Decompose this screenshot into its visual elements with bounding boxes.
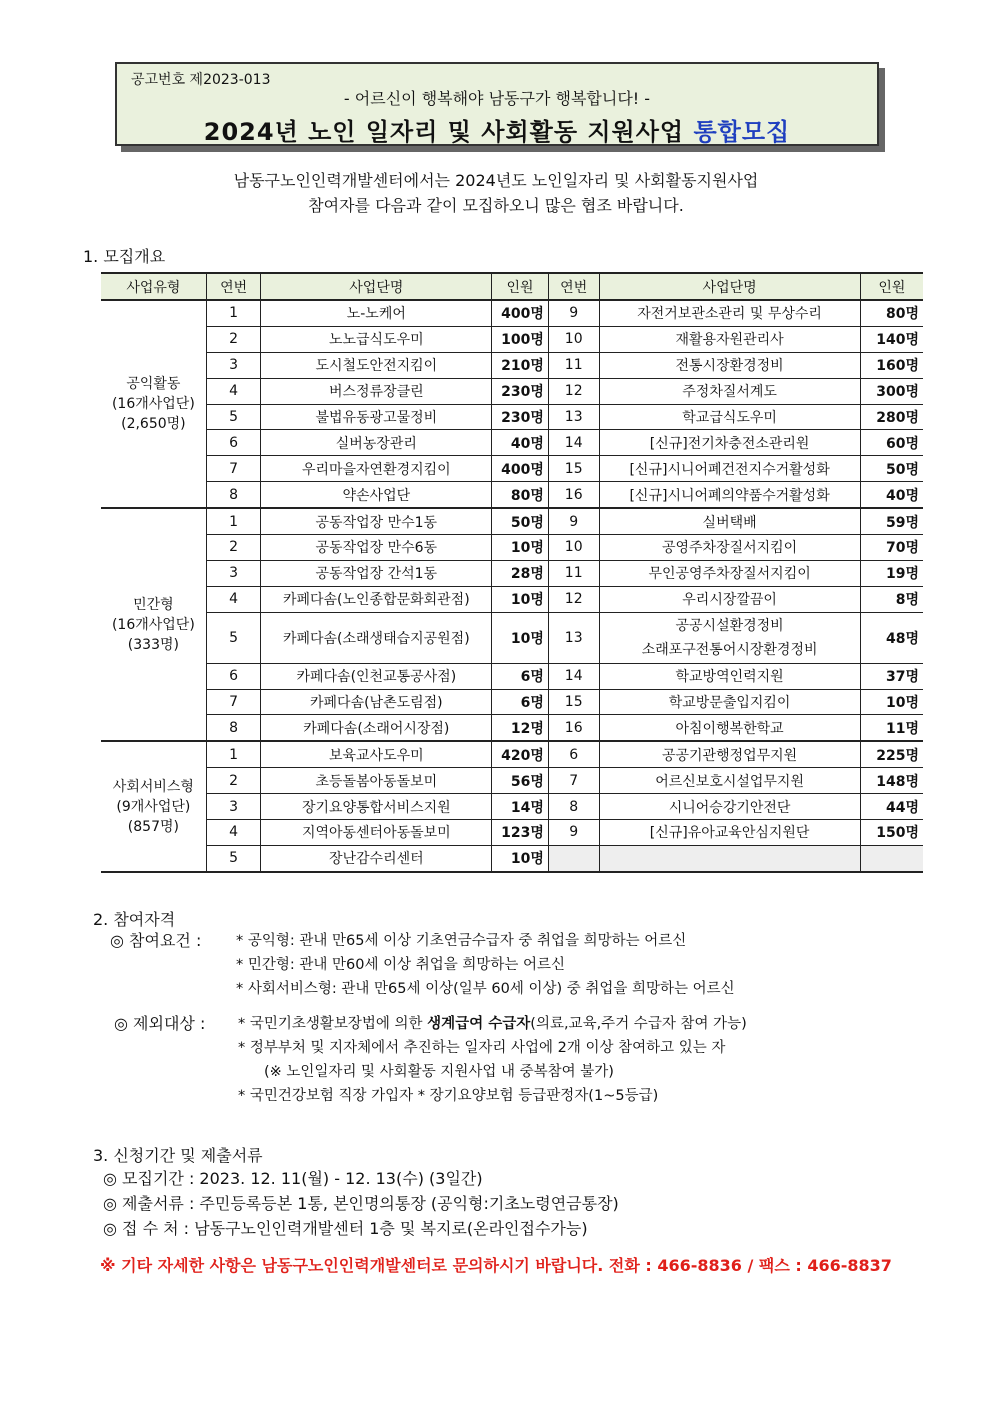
requirements-list	[236, 929, 735, 1001]
title-banner	[115, 62, 879, 146]
category-line: (857명)	[127, 818, 179, 835]
table-row	[101, 586, 923, 612]
application-place: ◎ 접 수 처 : 남동구노인인력개발센터 1층 및 복지로(온라인접수가능)	[103, 1219, 588, 1238]
project-name: 공동작업장 만수6동	[261, 535, 492, 561]
row-number: 3	[206, 794, 261, 820]
project-name: 실버농장관리	[261, 430, 492, 456]
table-row	[101, 663, 923, 689]
table-row	[101, 715, 923, 741]
participant-count: 150명	[860, 820, 923, 846]
row-number: 13	[548, 404, 599, 430]
exclusion-note: (※ 노인일자리 및 사회활동 지원사업 내 중복참여 불가)	[264, 1064, 614, 1080]
project-name: 공영주차장질서지킴이	[599, 535, 860, 561]
row-number: 16	[548, 482, 599, 508]
row-number: 8	[548, 794, 599, 820]
category-line: 민간형	[133, 596, 174, 613]
row-number: 13	[548, 612, 599, 663]
project-name: 어르신보호시설업무지원	[599, 768, 860, 794]
project-name: 아침이행복한학교	[599, 715, 860, 741]
row-number: 4	[206, 586, 261, 612]
row-number: 12	[548, 378, 599, 404]
participant-count: 10명	[492, 612, 549, 663]
category-line: (333명)	[127, 636, 179, 653]
row-number: 15	[548, 456, 599, 482]
recruitment-table	[101, 272, 923, 873]
category-line: 사회서비스형	[112, 778, 194, 795]
project-name: 공동작업장 간석1동	[261, 560, 492, 586]
exclusions-block	[114, 1012, 205, 1037]
participant-count: 400명	[492, 456, 549, 482]
project-name: 실버택배	[599, 508, 860, 534]
row-number: 9	[548, 300, 599, 326]
project-name: [신규]유아교육안심지원단	[599, 820, 860, 846]
row-number: 8	[206, 482, 261, 508]
participant-count: 40명	[492, 430, 549, 456]
project-name: 재활용자원관리사	[599, 326, 860, 352]
section-heading-overview: 1. 모집개요	[83, 247, 166, 266]
category-line: (2,650명)	[121, 416, 186, 433]
header-cell: 사업단명	[261, 273, 492, 300]
exclusions-label: ◎ 제외대상 :	[114, 1014, 206, 1033]
participant-count: 6명	[492, 689, 549, 715]
page-title-highlight: 통합모집	[693, 118, 791, 146]
exclusion-item: * 정부부처 및 지자체에서 추진하는 일자리 사업에 2개 이상 참여하고 있는 자	[238, 1040, 726, 1056]
exclusion-text: * 국민기초생활보장법에 의한	[238, 1016, 428, 1032]
participant-count: 148명	[860, 768, 923, 794]
row-number: 4	[206, 378, 261, 404]
project-name: 지역아동센터아동돌보미	[261, 820, 492, 846]
project-name: 우리시장깔끔이	[599, 586, 860, 612]
row-number: 7	[548, 768, 599, 794]
row-number: 2	[206, 768, 261, 794]
row-number: 12	[548, 586, 599, 612]
participant-count: 37명	[860, 663, 923, 689]
intro-text	[0, 168, 992, 218]
project-name: 불법유동광고물정비	[261, 404, 492, 430]
header-cell: 연번	[206, 273, 261, 300]
project-name: 버스정류장클린	[261, 378, 492, 404]
project-name: 약손사업단	[261, 482, 492, 508]
table-row	[101, 560, 923, 586]
participant-count: 50명	[860, 456, 923, 482]
table-row	[101, 741, 923, 767]
row-number: 11	[548, 352, 599, 378]
table-row	[101, 482, 923, 508]
requirements-block	[110, 929, 201, 954]
project-name-line: 공공시설환경정비	[675, 617, 784, 634]
table-row	[101, 300, 923, 326]
row-number: 7	[206, 689, 261, 715]
project-name: 노노급식도우미	[261, 326, 492, 352]
row-number: 2	[206, 326, 261, 352]
project-name: 전통시장환경정비	[599, 352, 860, 378]
project-name: 우리마을자연환경지킴이	[261, 456, 492, 482]
table-row	[101, 768, 923, 794]
participant-count: 230명	[492, 378, 549, 404]
participant-count: 80명	[860, 300, 923, 326]
page-title-main: 2024년 노인 일자리 및 사회활동 지원사업	[203, 118, 694, 146]
table-row	[101, 404, 923, 430]
project-name: 학교방문출입지킴이	[599, 689, 860, 715]
exclusion-text: (의료,교육,주거 수급자 참여 가능)	[530, 1016, 747, 1032]
participant-count: 80명	[492, 482, 549, 508]
participant-count: 11명	[860, 715, 923, 741]
requirement-item: * 사회서비스형: 관내 만65세 이상(일부 60세 이상) 중 취업을 희망하는 어르신	[236, 981, 735, 997]
row-number: 14	[548, 663, 599, 689]
category-cell	[101, 508, 206, 741]
row-number: 5	[206, 404, 261, 430]
participant-count: 100명	[492, 326, 549, 352]
category-line: (16개사업단)	[111, 396, 195, 413]
intro-line: 남동구노인인력개발센터에서는 2024년도 노인일자리 및 사회활동지원사업	[233, 171, 759, 190]
participant-count: 160명	[860, 352, 923, 378]
row-number: 1	[206, 508, 261, 534]
row-number: 9	[548, 508, 599, 534]
row-number: 14	[548, 430, 599, 456]
project-name: 장난감수리센터	[261, 845, 492, 871]
requirements-label: ◎ 참여요건 :	[110, 931, 202, 950]
table-group	[101, 508, 923, 741]
table-group	[101, 300, 923, 508]
participant-count: 280명	[860, 404, 923, 430]
table-row	[101, 535, 923, 561]
table-row	[101, 378, 923, 404]
row-number: 5	[206, 845, 261, 871]
project-name: 보육교사도우미	[261, 741, 492, 767]
empty-cell	[860, 845, 923, 871]
project-name: 시니어승강기안전단	[599, 794, 860, 820]
row-number: 7	[206, 456, 261, 482]
row-number: 3	[206, 560, 261, 586]
participant-count: 50명	[492, 508, 549, 534]
participant-count: 6명	[492, 663, 549, 689]
row-number: 6	[206, 663, 261, 689]
requirement-item: * 민간형: 관내 만60세 이상 취업을 희망하는 어르신	[236, 957, 565, 973]
participant-count: 59명	[860, 508, 923, 534]
row-number: 5	[206, 612, 261, 663]
section-heading-eligibility: 2. 참여자격	[93, 910, 176, 929]
table-header-row	[101, 273, 923, 300]
category-line: (16개사업단)	[111, 616, 195, 633]
table-row	[101, 456, 923, 482]
project-name: 도시철도안전지킴이	[261, 352, 492, 378]
intro-line: 참여자를 다음과 같이 모집하오니 많은 협조 바랍니다.	[308, 196, 684, 215]
empty-cell	[548, 845, 599, 871]
row-number: 1	[206, 741, 261, 767]
table-row	[101, 612, 923, 663]
project-name: 카페다솜(소래어시장점)	[261, 715, 492, 741]
participant-count: 40명	[860, 482, 923, 508]
row-number: 2	[206, 535, 261, 561]
project-name: [신규]시니어폐건전지수거활성화	[599, 456, 860, 482]
category-cell	[101, 741, 206, 871]
table-row	[101, 794, 923, 820]
project-name: 카페다솜(인천교통공사점)	[261, 663, 492, 689]
participant-count: 225명	[860, 741, 923, 767]
participant-count: 300명	[860, 378, 923, 404]
project-name: 자전거보관소관리 및 무상수리	[599, 300, 860, 326]
row-number: 10	[548, 535, 599, 561]
participant-count: 48명	[860, 612, 923, 663]
table-row	[101, 430, 923, 456]
row-number: 6	[206, 430, 261, 456]
participant-count: 19명	[860, 560, 923, 586]
participant-count: 210명	[492, 352, 549, 378]
row-number: 15	[548, 689, 599, 715]
participant-count: 10명	[860, 689, 923, 715]
project-name: 카페다솜(소래생태습지공원점)	[261, 612, 492, 663]
exclusion-item: * 국민건강보험 직장 가입자 * 장기요양보험 등급판정자(1~5등급)	[238, 1088, 659, 1104]
row-number: 11	[548, 560, 599, 586]
table-row	[101, 820, 923, 846]
required-documents: ◎ 제출서류 : 주민등록등본 1통, 본인명의통장 (공익형:기초노령연금통장)	[103, 1194, 619, 1213]
header-cell: 인원	[492, 273, 549, 300]
participant-count: 400명	[492, 300, 549, 326]
project-name: 학교급식도우미	[599, 404, 860, 430]
exclusion-emphasis: 생계급여 수급자	[427, 1016, 531, 1032]
table-row	[101, 352, 923, 378]
category-line: (9개사업단)	[116, 798, 191, 815]
participant-count: 123명	[492, 820, 549, 846]
requirement-item: * 공익형: 관내 만65세 이상 기초연금수급자 중 취업을 희망하는 어르신	[236, 933, 687, 949]
project-name: 무인공영주차장질서지킴이	[599, 560, 860, 586]
application-info	[103, 1166, 619, 1241]
participant-count: 60명	[860, 430, 923, 456]
project-name: 학교방역인력지원	[599, 663, 860, 689]
application-period: ◎ 모집기간 : 2023. 12. 11(월) - 12. 13(수) (3일간)	[103, 1169, 483, 1188]
header-cell: 인원	[860, 273, 923, 300]
table-row	[101, 508, 923, 534]
project-name: 주정차질서계도	[599, 378, 860, 404]
table-row	[101, 326, 923, 352]
participant-count: 230명	[492, 404, 549, 430]
header-cell: 사업단명	[599, 273, 860, 300]
project-name: 초등돌봄아동돌보미	[261, 768, 492, 794]
row-number: 4	[206, 820, 261, 846]
participant-count: 56명	[492, 768, 549, 794]
project-name: 공동작업장 만수1동	[261, 508, 492, 534]
row-number: 9	[548, 820, 599, 846]
row-number: 6	[548, 741, 599, 767]
table-group	[101, 741, 923, 871]
project-name: [신규]시니어폐의약품수거활성화	[599, 482, 860, 508]
participant-count: 10명	[492, 535, 549, 561]
participant-count: 12명	[492, 715, 549, 741]
notice-number: 공고번호 제2023-013	[131, 72, 271, 88]
table-row	[101, 845, 923, 871]
contact-notice: ※ 기타 자세한 사항은 남동구노인인력개발센터로 문의하시기 바랍니다. 전화 : 466-8836 / 팩스 : 466-8837	[100, 1256, 892, 1275]
header-cell: 연번	[548, 273, 599, 300]
slogan: - 어르신이 행복해야 남동구가 행복합니다! -	[343, 89, 651, 108]
exclusions-list	[238, 1012, 747, 1108]
participant-count: 10명	[492, 586, 549, 612]
row-number: 3	[206, 352, 261, 378]
project-name	[599, 612, 860, 663]
project-name: 공공기관행정업무지원	[599, 741, 860, 767]
participant-count: 8명	[860, 586, 923, 612]
table-row	[101, 689, 923, 715]
project-name-line: 소래포구전통어시장환경정비	[641, 641, 818, 658]
page-title	[117, 112, 877, 147]
row-number: 1	[206, 300, 261, 326]
project-name: [신규]전기차충전소관리원	[599, 430, 860, 456]
participant-count: 44명	[860, 794, 923, 820]
row-number: 10	[548, 326, 599, 352]
participant-count: 70명	[860, 535, 923, 561]
participant-count: 140명	[860, 326, 923, 352]
category-line: 공익활동	[126, 376, 181, 393]
participant-count: 420명	[492, 741, 549, 767]
participant-count: 14명	[492, 794, 549, 820]
project-name: 노-노케어	[261, 300, 492, 326]
header-cell: 사업유형	[101, 273, 206, 300]
exclusion-item	[238, 1012, 747, 1036]
section-heading-application: 3. 신청기간 및 제출서류	[93, 1146, 263, 1165]
category-cell	[101, 300, 206, 508]
participant-count: 28명	[492, 560, 549, 586]
empty-cell	[599, 845, 860, 871]
row-number: 8	[206, 715, 261, 741]
project-name: 카페다솜(노인종합문화회관점)	[261, 586, 492, 612]
row-number: 16	[548, 715, 599, 741]
participant-count: 10명	[492, 845, 549, 871]
project-name: 장기요양통합서비스지원	[261, 794, 492, 820]
project-name: 카페다솜(남촌도림점)	[261, 689, 492, 715]
